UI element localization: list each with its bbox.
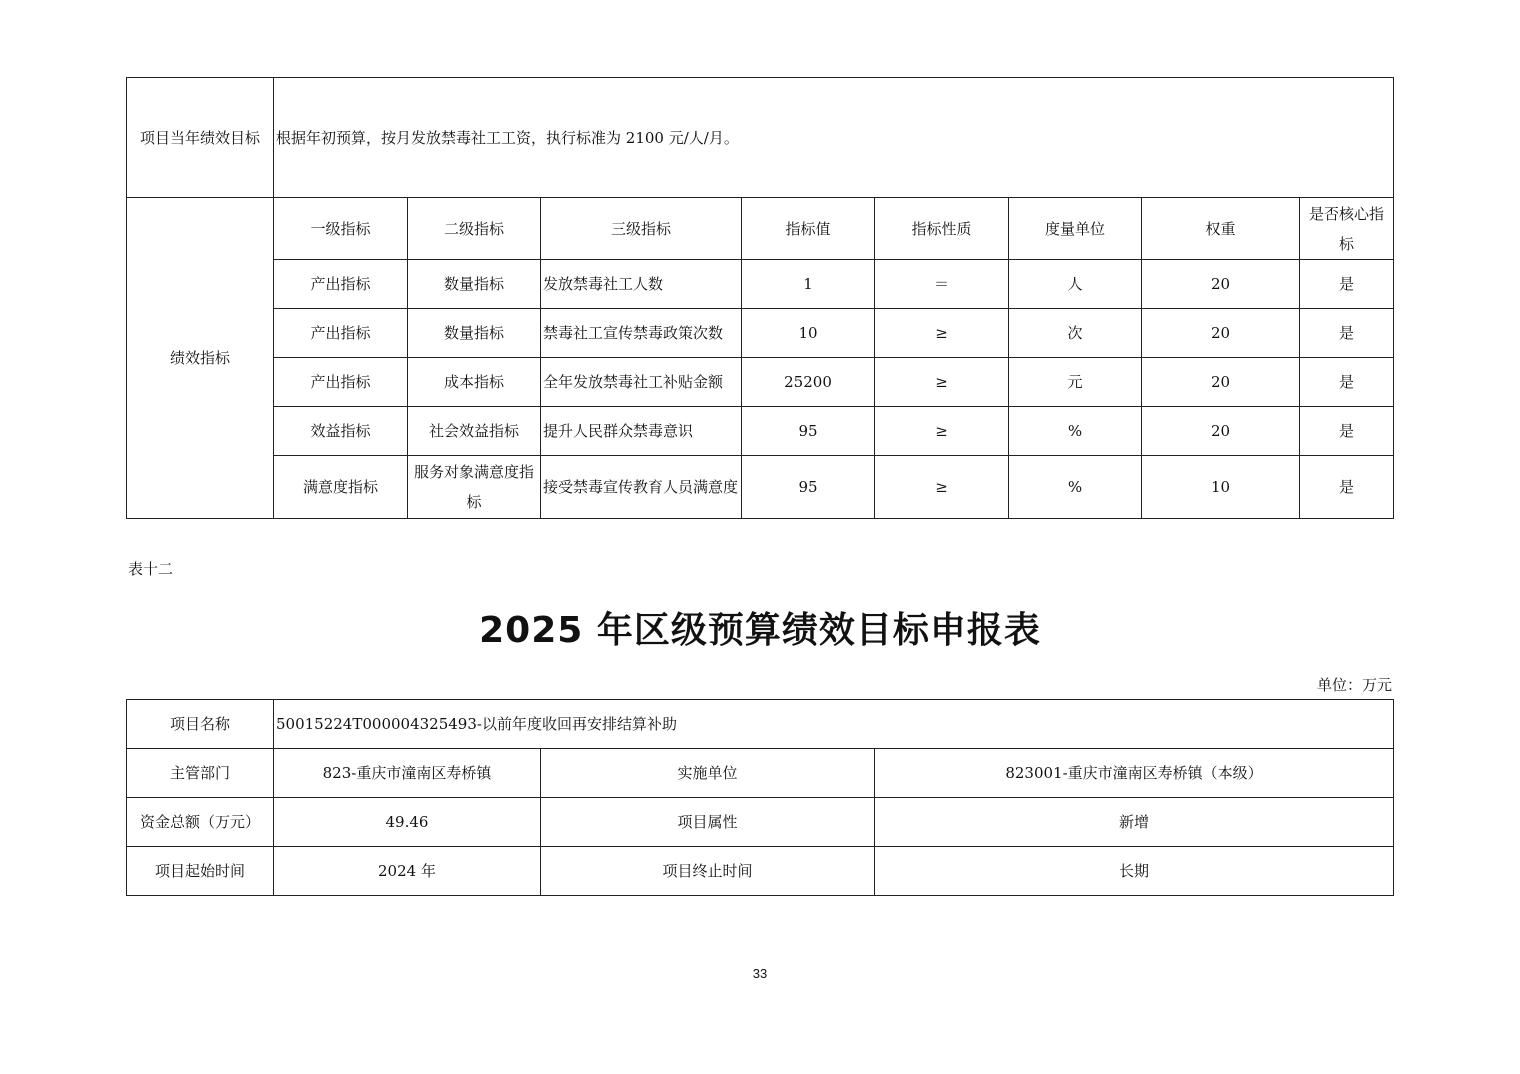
target-label: 项目当年绩效目标 bbox=[127, 78, 274, 198]
nature-cell: ≥ bbox=[875, 358, 1009, 407]
header-cell: 指标值 bbox=[742, 198, 875, 260]
performance-table bbox=[126, 77, 1394, 519]
unit-cell: % bbox=[1009, 407, 1142, 456]
table-row bbox=[127, 700, 1394, 749]
end-value: 长期 bbox=[875, 847, 1394, 896]
unit-cell: 人 bbox=[1009, 260, 1142, 309]
nature-cell: ＝ bbox=[875, 260, 1009, 309]
attr-value: 新增 bbox=[875, 798, 1394, 847]
level3-cell: 提升人民群众禁毒意识 bbox=[541, 407, 742, 456]
level3-cell: 全年发放禁毒社工补贴金额 bbox=[541, 358, 742, 407]
dept-label: 主管部门 bbox=[127, 749, 274, 798]
weight-cell: 20 bbox=[1142, 260, 1300, 309]
start-label: 项目起始时间 bbox=[127, 847, 274, 896]
value-cell: 95 bbox=[742, 456, 875, 519]
unit-cell: % bbox=[1009, 456, 1142, 519]
target-text: 根据年初预算，按月发放禁毒社工工资，执行标准为 2100 元/人/月。 bbox=[274, 78, 1394, 198]
unit-cell: 元 bbox=[1009, 358, 1142, 407]
start-value: 2024 年 bbox=[274, 847, 541, 896]
level3-cell: 禁毒社工宣传禁毒政策次数 bbox=[541, 309, 742, 358]
fund-label: 资金总额（万元） bbox=[127, 798, 274, 847]
core-cell: 是 bbox=[1300, 309, 1394, 358]
level1-cell: 效益指标 bbox=[274, 407, 408, 456]
level3-cell: 接受禁毒宣传教育人员满意度 bbox=[541, 456, 742, 519]
table-row bbox=[127, 407, 1394, 456]
header-cell: 指标性质 bbox=[875, 198, 1009, 260]
table-row bbox=[127, 456, 1394, 519]
weight-cell: 20 bbox=[1142, 309, 1300, 358]
page-title: 2025 年区级预算绩效目标申报表 bbox=[479, 610, 1041, 651]
level1-cell: 产出指标 bbox=[274, 358, 408, 407]
level2-cell: 服务对象满意度指标 bbox=[408, 456, 541, 519]
level2-cell: 成本指标 bbox=[408, 358, 541, 407]
table-number: 表十二 bbox=[128, 560, 174, 578]
header-cell: 权重 bbox=[1142, 198, 1300, 260]
value-cell: 10 bbox=[742, 309, 875, 358]
value-cell: 25200 bbox=[742, 358, 875, 407]
header-cell: 是否核心指标 bbox=[1300, 198, 1394, 260]
impl-label: 实施单位 bbox=[541, 749, 875, 798]
nature-cell: ≥ bbox=[875, 407, 1009, 456]
header-cell: 三级指标 bbox=[541, 198, 742, 260]
impl-value: 823001-重庆市潼南区寿桥镇（本级） bbox=[875, 749, 1394, 798]
weight-cell: 10 bbox=[1142, 456, 1300, 519]
level2-cell: 社会效益指标 bbox=[408, 407, 541, 456]
core-cell: 是 bbox=[1300, 358, 1394, 407]
table-row bbox=[127, 358, 1394, 407]
table-row bbox=[127, 749, 1394, 798]
table-row bbox=[127, 260, 1394, 309]
project-name-value: 50015224T000004325493-以前年度收回再安排结算补助 bbox=[274, 700, 1394, 749]
unit-label: 单位：万元 bbox=[1316, 676, 1392, 694]
project-info-table bbox=[126, 699, 1394, 896]
project-name-label: 项目名称 bbox=[127, 700, 274, 749]
core-cell: 是 bbox=[1300, 260, 1394, 309]
end-label: 项目终止时间 bbox=[541, 847, 875, 896]
unit-cell: 次 bbox=[1009, 309, 1142, 358]
core-cell: 是 bbox=[1300, 407, 1394, 456]
level1-cell: 产出指标 bbox=[274, 260, 408, 309]
header-cell: 一级指标 bbox=[274, 198, 408, 260]
table-row bbox=[127, 309, 1394, 358]
dept-value: 823-重庆市潼南区寿桥镇 bbox=[274, 749, 541, 798]
target-row bbox=[127, 78, 1394, 198]
core-cell: 是 bbox=[1300, 456, 1394, 519]
level1-cell: 产出指标 bbox=[274, 309, 408, 358]
page-number: 33 bbox=[752, 966, 768, 981]
weight-cell: 20 bbox=[1142, 407, 1300, 456]
level2-cell: 数量指标 bbox=[408, 309, 541, 358]
level1-cell: 满意度指标 bbox=[274, 456, 408, 519]
fund-value: 49.46 bbox=[274, 798, 541, 847]
value-cell: 1 bbox=[742, 260, 875, 309]
attr-label: 项目属性 bbox=[541, 798, 875, 847]
weight-cell: 20 bbox=[1142, 358, 1300, 407]
nature-cell: ≥ bbox=[875, 309, 1009, 358]
nature-cell: ≥ bbox=[875, 456, 1009, 519]
level2-cell: 数量指标 bbox=[408, 260, 541, 309]
header-cell: 二级指标 bbox=[408, 198, 541, 260]
value-cell: 95 bbox=[742, 407, 875, 456]
table-row bbox=[127, 798, 1394, 847]
table-row bbox=[127, 847, 1394, 896]
section-label: 绩效指标 bbox=[127, 198, 274, 519]
header-cell: 度量单位 bbox=[1009, 198, 1142, 260]
header-row bbox=[127, 198, 1394, 260]
level3-cell: 发放禁毒社工人数 bbox=[541, 260, 742, 309]
